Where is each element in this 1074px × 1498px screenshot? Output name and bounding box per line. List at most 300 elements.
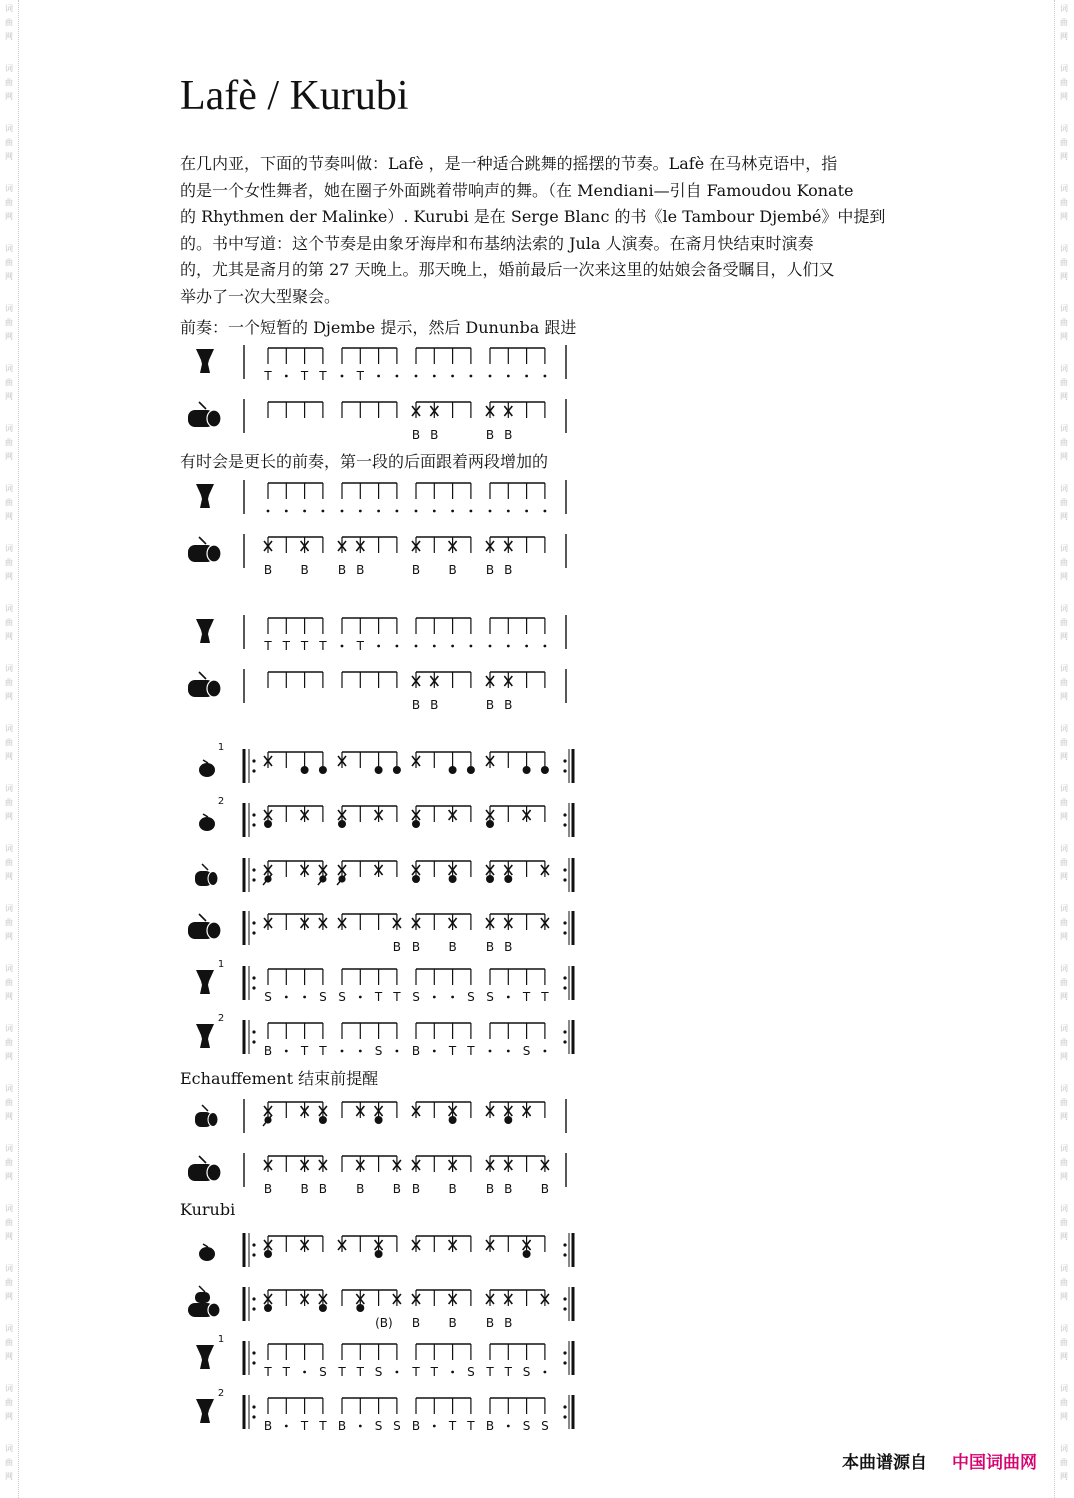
note-label: B	[540, 1182, 550, 1196]
watermark-char: 词	[5, 124, 13, 133]
watermark-char: 曲	[1060, 1338, 1068, 1347]
open-note	[504, 1116, 512, 1124]
note-label: S	[541, 1419, 549, 1433]
watermark-char: 曲	[1060, 1218, 1068, 1227]
watermark-char: 曲	[5, 1098, 13, 1107]
watermark-char: 词	[1060, 424, 1068, 433]
open-note	[449, 766, 457, 774]
note-label: S	[319, 1365, 327, 1379]
repeat-dot	[563, 921, 566, 924]
part-number: 2	[217, 796, 225, 807]
note-label: S	[522, 1044, 531, 1058]
watermark-char: 网	[1060, 812, 1068, 821]
note-label: S	[374, 1419, 383, 1433]
repeat-dot	[252, 921, 255, 924]
watermark-char: 词	[5, 4, 13, 13]
djembe-icon	[196, 1399, 214, 1423]
watermark-char: 曲	[1060, 438, 1068, 447]
repeat-dot	[252, 1030, 255, 1033]
watermark-char: 曲	[1060, 1278, 1068, 1287]
rest-dot	[285, 510, 288, 513]
note-label: T	[356, 639, 364, 653]
stick-mark	[199, 1286, 205, 1292]
rest-dot	[303, 510, 306, 513]
watermark-char: 曲	[5, 258, 13, 267]
note-label: B	[263, 1182, 273, 1196]
watermark-char: 曲	[5, 18, 13, 27]
watermark-char: 词	[5, 1264, 13, 1273]
watermark-char: 曲	[1060, 618, 1068, 627]
repeat-dot	[563, 813, 566, 816]
repeat-dot	[563, 1040, 566, 1043]
watermark-char: 网	[1060, 332, 1068, 341]
watermark-char: 曲	[1060, 1458, 1068, 1467]
note-label: T	[504, 1365, 512, 1379]
note-label: B	[485, 1182, 495, 1196]
rest-dot	[396, 1371, 399, 1374]
note-label: S	[412, 990, 420, 1004]
repeat-dot	[563, 1297, 566, 1300]
open-note	[523, 766, 531, 774]
repeat-dot	[563, 1243, 566, 1246]
rest-dot	[415, 510, 418, 513]
watermark-char: 词	[5, 364, 13, 373]
note-label: B	[411, 563, 421, 577]
watermark-char: 词	[5, 784, 13, 793]
watermark-char: 词	[1060, 904, 1068, 913]
rest-dot	[489, 1050, 492, 1053]
djembe-icon	[196, 619, 214, 643]
note-label: T	[393, 990, 401, 1004]
note-label: T	[319, 1419, 327, 1433]
drum-head	[207, 1164, 221, 1181]
rest-dot	[415, 645, 418, 648]
kenkeni-icon	[199, 1247, 215, 1261]
watermark-char: 网	[1060, 392, 1068, 401]
rest-dot	[359, 996, 362, 999]
open-note	[412, 875, 420, 883]
rest-dot	[433, 375, 436, 378]
watermark-char: 词	[1060, 1324, 1068, 1333]
watermark-char: 词	[5, 184, 13, 193]
rest-dot	[451, 996, 454, 999]
rest-dot	[377, 645, 380, 648]
repeat-dot	[252, 1297, 255, 1300]
repeat-dot	[252, 759, 255, 762]
note-label: T	[467, 1419, 475, 1433]
watermark-char: 曲	[5, 1458, 13, 1467]
open-note	[319, 766, 327, 774]
watermark-char: 曲	[5, 318, 13, 327]
note-label: T	[264, 1365, 272, 1379]
watermark-char: 词	[1060, 1444, 1068, 1453]
footer-site: 中国词曲网	[952, 1453, 1037, 1473]
note-label: T	[541, 990, 549, 1004]
open-note	[264, 1304, 272, 1312]
note-label: T	[448, 1044, 457, 1058]
rest-dot	[285, 375, 288, 378]
rest-dot	[341, 645, 344, 648]
intro-line: 的是一个女性舞者，她在圈子外面跳着带响声的舞。（在 Mendiani—引自 Famoudou Konate	[180, 180, 854, 200]
note-label: S	[522, 1365, 531, 1379]
rest-dot	[396, 375, 399, 378]
note-label: T	[282, 1365, 290, 1379]
stick-mark	[203, 1244, 208, 1247]
watermark-char: 曲	[5, 78, 13, 87]
watermark-char: 词	[1060, 304, 1068, 313]
watermark-char: 网	[5, 932, 13, 941]
watermark-char: 网	[1060, 1412, 1068, 1421]
watermark-char: 网	[5, 332, 13, 341]
note-label: S	[319, 990, 327, 1004]
open-note	[412, 820, 420, 828]
watermark-char: 曲	[1060, 258, 1068, 267]
watermark-char: 网	[5, 1172, 13, 1181]
note-label: B	[392, 1182, 402, 1196]
rest-dot	[341, 1050, 344, 1053]
watermark-char: 曲	[5, 858, 13, 867]
note-label: T	[300, 639, 309, 653]
footer-source: 本曲谱源自	[842, 1453, 927, 1473]
drum-head	[208, 1113, 218, 1127]
watermark-char: 词	[1060, 724, 1068, 733]
dununba-stack-icon	[195, 1292, 210, 1303]
watermark-char: 词	[1060, 1024, 1068, 1033]
longer-prelude-label: 有时会是更长的前奏，第一段的后面跟着两段增加的	[180, 452, 549, 471]
watermark-char: 网	[1060, 92, 1068, 101]
stick-mark	[199, 1156, 206, 1163]
note-label: T	[338, 1365, 346, 1379]
rest-dot	[544, 645, 547, 648]
note-label: S	[467, 990, 475, 1004]
note-label: B	[485, 563, 495, 577]
watermark-char: 曲	[1060, 498, 1068, 507]
watermark-char: 词	[5, 1384, 13, 1393]
rest-dot	[507, 1425, 510, 1428]
note-label: B	[411, 428, 421, 442]
note-label: B	[485, 1419, 495, 1433]
rest-dot	[507, 996, 510, 999]
rest-dot	[470, 645, 473, 648]
repeat-dot	[563, 1030, 566, 1033]
repeat-dot	[563, 769, 566, 772]
watermark-char: 词	[5, 904, 13, 913]
stick-mark	[203, 814, 208, 817]
drum-head	[208, 872, 218, 886]
rest-dot	[433, 510, 436, 513]
rest-dot	[525, 510, 528, 513]
rest-dot	[377, 510, 380, 513]
note-label: B	[485, 940, 495, 954]
watermark-char: 词	[5, 1024, 13, 1033]
watermark-char: 网	[5, 1112, 13, 1121]
watermark-char: 词	[1060, 364, 1068, 373]
watermark-char: 曲	[1060, 18, 1068, 27]
rest-dot	[396, 510, 399, 513]
repeat-dot	[563, 1405, 566, 1408]
part-number: 1	[217, 1334, 225, 1345]
watermark-char: 词	[1060, 604, 1068, 613]
intro-line: 的。书中写道：这个节奏是由象牙海岸和布基纳法索的 Jula 人演奏。在斋月快结束时演奏	[180, 233, 814, 253]
drum-head	[207, 922, 221, 939]
watermark-char: 网	[5, 872, 13, 881]
watermark-char: 网	[5, 632, 13, 641]
watermark-char: 曲	[1060, 738, 1068, 747]
note-label: T	[448, 1419, 457, 1433]
stick-mark	[199, 914, 206, 921]
rest-dot	[359, 510, 362, 513]
watermark-char: 曲	[5, 1338, 13, 1347]
intro-line: 在几内亚，下面的节奏叫做：Lafè ，是一种适合跳舞的摇摆的节奏。Lafè 在马林克语中，指	[180, 154, 838, 173]
drum-head	[207, 680, 221, 697]
note-label: B	[504, 563, 513, 577]
watermark-char: 词	[1060, 784, 1068, 793]
rest-dot	[359, 1050, 362, 1053]
repeat-dot	[252, 1243, 255, 1246]
note-label: T	[356, 1365, 364, 1379]
note-label: S	[486, 990, 494, 1004]
stick-mark	[203, 760, 208, 763]
part-number: 2	[217, 1388, 225, 1399]
watermark-char: 词	[5, 544, 13, 553]
rest-dot	[396, 645, 399, 648]
watermark-char: 网	[1060, 1472, 1068, 1481]
note-label: B	[411, 698, 421, 712]
watermark-char: 词	[5, 1084, 13, 1093]
note-label: T	[282, 639, 290, 653]
watermark-char: 网	[1060, 272, 1068, 281]
open-note	[356, 1304, 364, 1312]
watermark-char: 词	[1060, 544, 1068, 553]
stick-mark	[199, 672, 206, 679]
note-label: T	[300, 1419, 309, 1433]
repeat-dot	[563, 931, 566, 934]
watermark-char: 词	[5, 1204, 13, 1213]
watermark-char: 曲	[5, 738, 13, 747]
watermark-char: 曲	[5, 618, 13, 627]
watermark-char: 曲	[1060, 1038, 1068, 1047]
repeat-dot	[252, 1405, 255, 1408]
watermark-char: 网	[5, 1352, 13, 1361]
repeat-dot	[563, 1307, 566, 1310]
note-label: B	[411, 940, 421, 954]
note-label: B	[318, 1182, 328, 1196]
note-label: B	[504, 698, 513, 712]
watermark-char: 网	[1060, 572, 1068, 581]
open-note	[541, 766, 549, 774]
watermark-char: 网	[5, 152, 13, 161]
repeat-dot	[563, 1361, 566, 1364]
watermark-char: 网	[5, 92, 13, 101]
note-label: B	[448, 563, 457, 577]
rest-dot	[489, 510, 492, 513]
watermark-char: 曲	[1060, 978, 1068, 987]
watermark-char: 网	[1060, 752, 1068, 761]
drum-head	[208, 1303, 220, 1317]
rest-dot	[285, 1425, 288, 1428]
open-note	[319, 1304, 327, 1312]
watermark-char: 曲	[1060, 558, 1068, 567]
open-note	[264, 820, 272, 828]
note-label: S	[264, 990, 272, 1004]
watermark-char: 曲	[1060, 378, 1068, 387]
djembe-icon	[196, 349, 214, 373]
repeat-dot	[563, 878, 566, 881]
watermark-char: 词	[1060, 484, 1068, 493]
djembe-icon	[196, 970, 214, 994]
note-label: T	[522, 990, 531, 1004]
watermark-char: 网	[1060, 692, 1068, 701]
note-label: T	[319, 639, 327, 653]
watermark-char: 曲	[5, 1398, 13, 1407]
open-note	[338, 820, 346, 828]
note-label: B	[263, 563, 273, 577]
watermark-char: 词	[5, 1324, 13, 1333]
repeat-dot	[252, 1040, 255, 1043]
watermark-char: 词	[5, 1144, 13, 1153]
watermark-char: 曲	[5, 978, 13, 987]
note-label: S	[393, 1419, 401, 1433]
watermark-char: 网	[1060, 932, 1068, 941]
watermark-char: 曲	[5, 678, 13, 687]
watermark-char: 曲	[5, 378, 13, 387]
watermark-char: 词	[1060, 244, 1068, 253]
watermark-char: 网	[5, 812, 13, 821]
watermark-char: 网	[5, 572, 13, 581]
note-label: B	[411, 1419, 421, 1433]
note-label: B	[337, 563, 347, 577]
rest-dot	[377, 375, 380, 378]
kurubi-label: Kurubi	[180, 1200, 236, 1219]
note-label: S	[374, 1365, 383, 1379]
note-label: B	[485, 1316, 495, 1330]
note-label: B	[504, 428, 513, 442]
rest-dot	[470, 510, 473, 513]
note-label: B	[300, 1182, 309, 1196]
repeat-dot	[563, 986, 566, 989]
rest-dot	[267, 510, 270, 513]
note-label: B	[430, 428, 439, 442]
rest-dot	[433, 1425, 436, 1428]
note-label: B	[263, 1044, 273, 1058]
watermark-char: 曲	[5, 1158, 13, 1167]
rest-dot	[451, 1371, 454, 1374]
repeat-dot	[252, 813, 255, 816]
note-label: T	[264, 639, 272, 653]
page-title: Lafè / Kurubi	[180, 73, 409, 119]
kenkeni-icon	[199, 817, 215, 831]
repeat-dot	[252, 868, 255, 871]
repeat-dot	[252, 878, 255, 881]
open-note	[393, 766, 401, 774]
rest-dot	[544, 1371, 547, 1374]
watermark-char: 曲	[1060, 798, 1068, 807]
watermark-char: 网	[1060, 512, 1068, 521]
repeat-dot	[252, 1351, 255, 1354]
watermark-char: 网	[1060, 1352, 1068, 1361]
djembe-icon	[196, 484, 214, 508]
watermark-char: 词	[1060, 4, 1068, 13]
intro-line: 的 Rhythmen der Malinke）. Kurubi 是在 Serge Blanc 的书《le Tambour Djembé》中提到	[180, 207, 886, 227]
open-note	[467, 766, 475, 774]
part-number: 2	[217, 1013, 225, 1024]
watermark-char: 网	[5, 992, 13, 1001]
note-label: B	[411, 1182, 421, 1196]
rest-dot	[525, 375, 528, 378]
rest-dot	[285, 996, 288, 999]
note-label: B	[392, 940, 402, 954]
drum-head	[207, 410, 221, 427]
note-label: T	[300, 1044, 309, 1058]
note-label: T	[374, 990, 383, 1004]
open-note	[449, 875, 457, 883]
open-note	[449, 1116, 457, 1124]
rest-dot	[507, 510, 510, 513]
open-note	[375, 1250, 383, 1258]
watermark-char: 词	[5, 664, 13, 673]
open-note	[319, 1116, 327, 1124]
rest-dot	[285, 1050, 288, 1053]
djembe-icon	[196, 1345, 214, 1369]
watermark-char: 词	[1060, 1384, 1068, 1393]
watermark-char: 曲	[5, 1038, 13, 1047]
rest-dot	[433, 645, 436, 648]
note-label: B	[337, 1419, 347, 1433]
watermark-char: 网	[5, 272, 13, 281]
open-note	[523, 1250, 531, 1258]
part-number: 1	[217, 959, 225, 970]
rest-dot	[544, 375, 547, 378]
note-label: T	[412, 1365, 420, 1379]
repeat-dot	[252, 1253, 255, 1256]
rest-dot	[507, 375, 510, 378]
rest-dot	[341, 375, 344, 378]
note-label: B	[356, 1182, 365, 1196]
open-note	[486, 820, 494, 828]
repeat-dot	[252, 1307, 255, 1310]
watermark-char: 网	[5, 392, 13, 401]
note-label: B	[263, 1419, 273, 1433]
watermark-char: 曲	[1060, 198, 1068, 207]
rest-dot	[433, 1050, 436, 1053]
repeat-dot	[563, 759, 566, 762]
rest-dot	[525, 645, 528, 648]
watermark-char: 网	[1060, 872, 1068, 881]
watermark-char: 词	[1060, 124, 1068, 133]
rest-dot	[544, 510, 547, 513]
repeat-dot	[563, 1253, 566, 1256]
note-label: B	[430, 698, 439, 712]
watermark-char: 词	[5, 1444, 13, 1453]
note-label: B	[448, 1316, 457, 1330]
rest-dot	[303, 996, 306, 999]
note-label: T	[356, 369, 364, 383]
watermark-char: 词	[5, 724, 13, 733]
open-note	[375, 766, 383, 774]
watermark-char: 网	[5, 1472, 13, 1481]
rest-dot	[396, 1050, 399, 1053]
note-label: T	[467, 1044, 475, 1058]
rest-dot	[489, 645, 492, 648]
repeat-dot	[563, 868, 566, 871]
rest-dot	[470, 375, 473, 378]
repeat-dot	[252, 931, 255, 934]
watermark-char: 曲	[5, 498, 13, 507]
note-label: S	[374, 1044, 383, 1058]
watermark-char: 网	[1060, 1232, 1068, 1241]
stick-mark	[199, 537, 206, 544]
watermark-char: 网	[5, 1052, 13, 1061]
